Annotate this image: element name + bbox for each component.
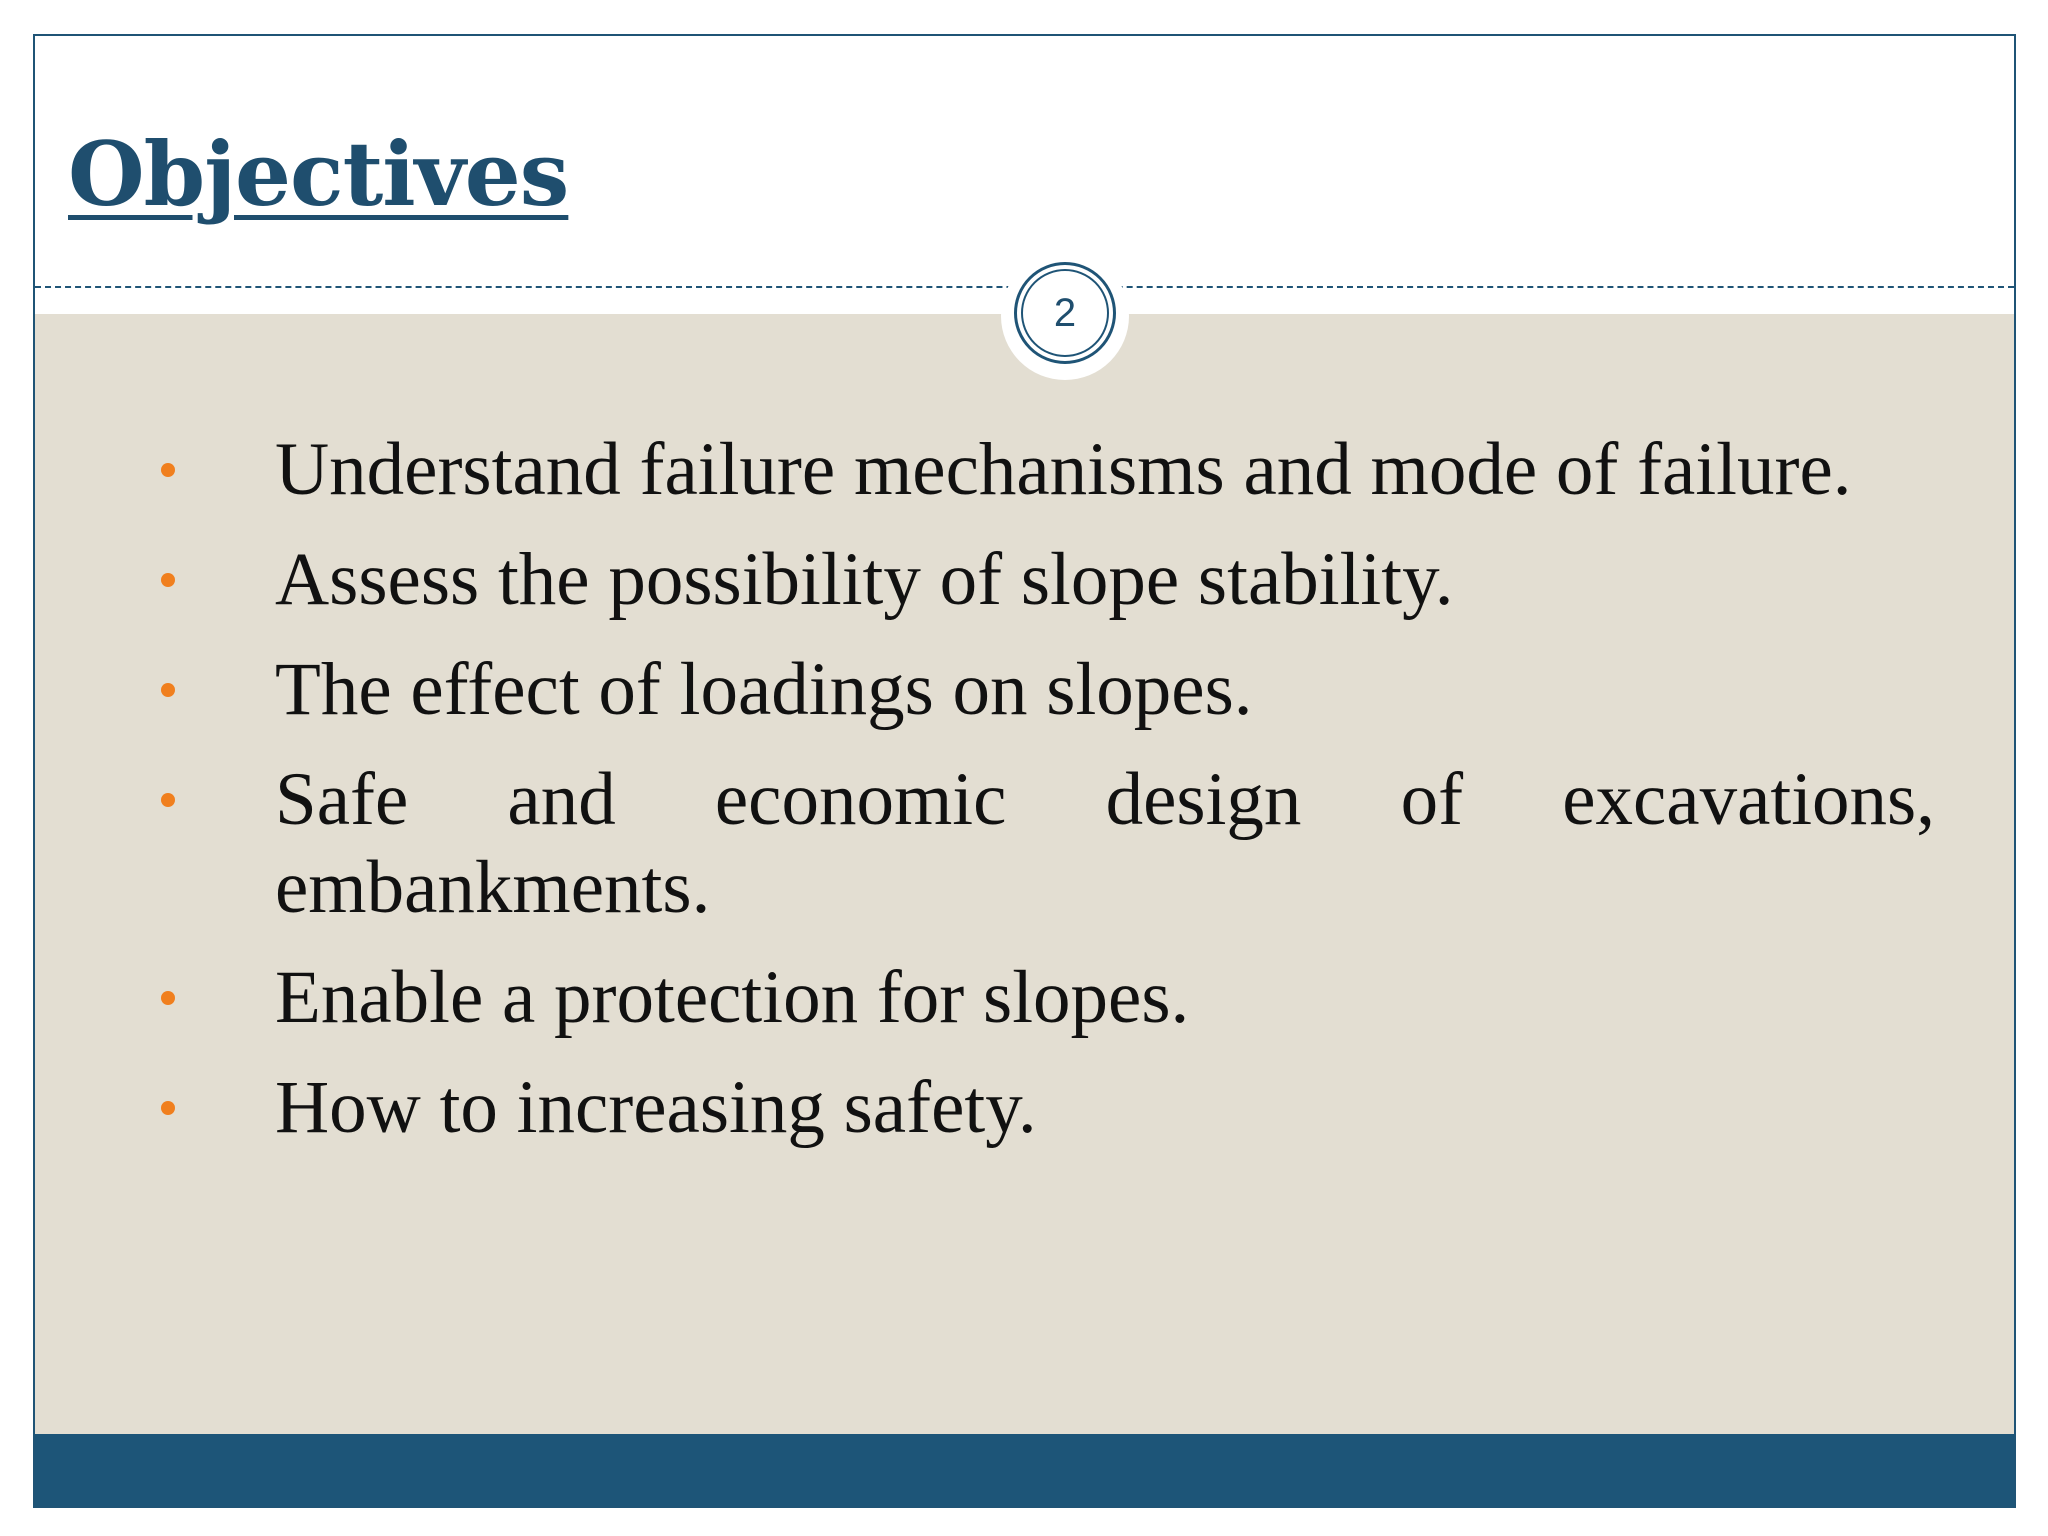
slide-title: Objectives [68,122,569,226]
list-item-text: Understand failure mechanisms and mode of failure. [275,428,1852,511]
list-item-text: The effect of loadings on slopes. [275,648,1253,731]
bullet-icon [161,683,175,697]
slide [33,34,2016,1508]
list-item-text: Enable a protection for slopes. [275,956,1190,1039]
page-number-badge [1014,262,1116,364]
list-item-text: Safe and economic design of excavations, embankments. [275,758,1935,929]
list-item [35,646,1935,734]
list-item [35,954,1935,1042]
page-number: 2 [1021,269,1109,357]
bullet-icon [161,463,175,477]
bullet-icon [161,573,175,587]
bullet-icon [161,1101,175,1115]
bullet-icon [161,793,175,807]
footer-bar [35,1434,2014,1506]
list-item [35,1064,1935,1152]
objectives-list [35,426,2016,1174]
list-item-text: How to increasing safety. [275,1066,1037,1149]
list-item [35,536,1935,624]
list-item-text: Assess the possibility of slope stability. [275,538,1454,621]
bullet-icon [161,991,175,1005]
list-item [35,426,1935,514]
list-item [35,756,1935,932]
